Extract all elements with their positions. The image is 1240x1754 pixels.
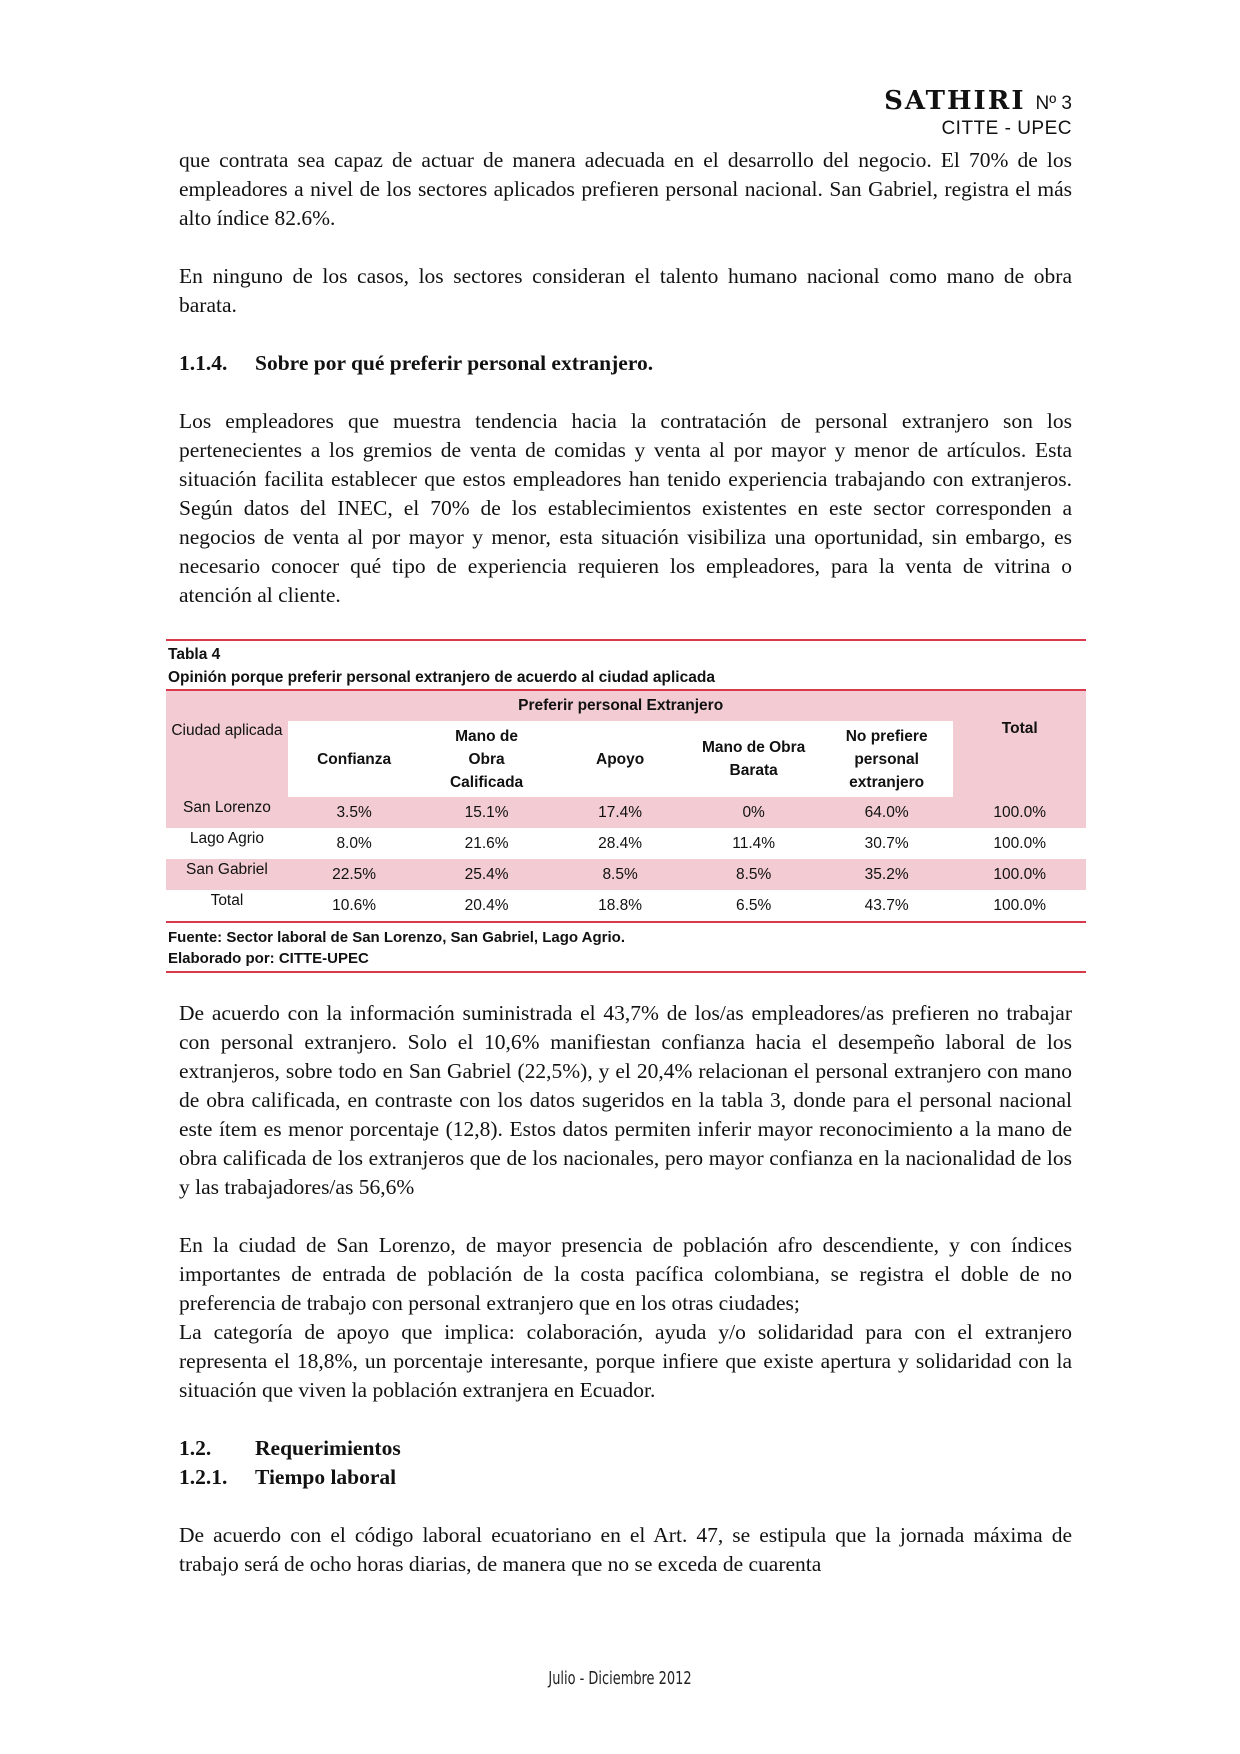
table-row [166,859,1086,890]
table-end-rule [166,971,1086,973]
col-header-confianza: Confianza [288,721,420,797]
section-title: Sobre por qué preferir personal extranjero. [255,351,654,375]
section-heading-1-1-4 [179,349,1072,378]
section-number: 1.1.4. [179,351,228,375]
cell: 25.4% [464,865,509,883]
section-number: 1.2.1. [179,1465,228,1489]
col-header-apoyo: Apoyo [553,721,688,797]
row-city: San Lorenzo [182,799,271,816]
section-title: Requerimientos [255,1436,401,1460]
main-content [168,146,1072,1579]
paragraph-6: La categoría de apoyo que implica: colaboración, ayuda y/o solidaridad para con el extranjero representa el 18,8%, un porcentaje interesante, porque infiere que existe apertura y solidaridad con la situación que viven la población extranjera en Ecuador. [179,1320,1072,1402]
table-4 [166,639,1086,973]
cell: 6.5% [735,896,772,914]
cell: 100.0% [993,834,1046,852]
paragraph-5: En la ciudad de San Lorenzo, de mayor presencia de población afro descendiente, y con índices importantes de entrada de población de la costa pacífica colombiana, se registra el doble de no preferencia de trabajo con personal extranjero que en los otras ciudades; [179,1233,1072,1315]
cell: 35.2% [864,865,909,883]
section-heading-1-2-1 [179,1463,1072,1492]
running-header [884,86,1072,140]
col-header-total: Total [1001,720,1038,737]
col-header-no-prefiere: No prefiere personal extranjero [820,721,954,797]
paragraph-3: Los empleadores que muestra tendencia hacia la contratación de personal extranjero son los pertenecientes a los gremios de venta de comidas y venta al por mayor y menor de artículos. Esta situación facilita establecer que estos empleadores han tenido experiencia trabajando con extranjeros. Según datos del INEC, el 70% de los establecimientos existentes en este sector corresponden a negocios de venta al por mayor y menor, esta situación visibiliza una oportunidad, sin embargo, es necesario conocer qué tipo de experiencia requieren los empleadores, para la venta de vitrina o atención al cliente. [179,409,1072,607]
data-table [166,691,1086,921]
prepared-by-line: Elaborado por: CITTE-UPEC [168,950,369,967]
section-title: Tiempo laboral [255,1465,397,1489]
cell: 64.0% [864,803,909,821]
cell: 10.6% [332,896,377,914]
table-source [166,923,1086,969]
cell: 20.4% [464,896,509,914]
table-row [166,890,1086,921]
cell: 3.5% [336,803,372,821]
table-label: Tabla 4 [168,646,221,663]
paragraph-1: que contrata sea capaz de actuar de manera adecuada en el desarrollo del negocio. El 70% de los empleadores a nivel de los sectores aplicados prefieren personal nacional. San Gabriel, registra el más alto índice 82.6%. [179,148,1072,230]
col-header-mano-calificada: Mano de Obra Calificada [420,721,552,797]
cell: 8.0% [336,834,372,852]
col-header-city: Ciudad aplicada [171,722,283,739]
cell: 30.7% [864,834,909,852]
cell: 11.4% [732,834,776,852]
journal-brand: SATHIRI [884,86,1026,116]
issue-number: Nº 3 [1035,93,1072,114]
cell: 8.5% [602,865,638,883]
cell: 15.1% [464,803,509,821]
cell: 43.7% [864,896,909,914]
table-title: Opinión porque preferir personal extranjero de acuerdo al ciudad aplicada [168,669,715,686]
page-footer: Julio - Diciembre 2012 [548,1668,692,1689]
paragraph-7: De acuerdo con el código laboral ecuatoriano en el Art. 47, se estipula que la jornada máxima de trabajo será de ocho horas diarias, de manera que no se exceda de cuarenta [179,1523,1072,1576]
cell: 0% [742,803,765,821]
table-row [166,828,1086,859]
group-header: Preferir personal Extranjero [518,697,724,714]
section-number: 1.2. [179,1436,212,1460]
row-city: Total [210,892,244,909]
table-row [166,797,1086,828]
cell: 18.8% [598,896,643,914]
paragraph-4: De acuerdo con la información suministrada el 43,7% de los/as empleadores/as prefieren no trabajar con personal extranjero. Solo el 10,6% manifiestan confianza hacia el desempeño laboral de los extranjeros, sobre todo en San Gabriel (22,5%), y el 20,4% relacionan el personal extranjero con mano de obra calificada, en contraste con los datos sugeridos en la tabla 3, donde para el personal nacional este ítem es menor porcentaje (12,8). Estos datos permiten inferir mayor reconocimiento a la mano de obra calificada de los extranjeros que de los nacionales, pero mayor confianza en la nacionalidad de los y las trabajadores/as 56,6% [179,1001,1072,1199]
source-line: Fuente: Sector laboral de San Lorenzo, San Gabriel, Lago Agrio. [168,929,626,946]
organization: CITTE - UPEC [941,118,1072,139]
paragraph-2: En ninguno de los casos, los sectores consideran el talento humano nacional como mano de obra barata. [179,264,1072,317]
cell: 100.0% [993,803,1046,821]
table-caption [166,641,1086,689]
cell: 100.0% [993,896,1046,914]
cell: 28.4% [598,834,643,852]
cell: 21.6% [464,834,509,852]
col-header-mano-barata: Mano de Obra Barata [687,721,819,797]
row-city: Lago Agrio [189,830,264,847]
cell: 8.5% [735,865,772,883]
row-city: San Gabriel [186,861,268,878]
cell: 100.0% [993,865,1046,883]
cell: 22.5% [332,865,377,883]
cell: 17.4% [598,803,643,821]
section-heading-1-2 [179,1434,1072,1463]
